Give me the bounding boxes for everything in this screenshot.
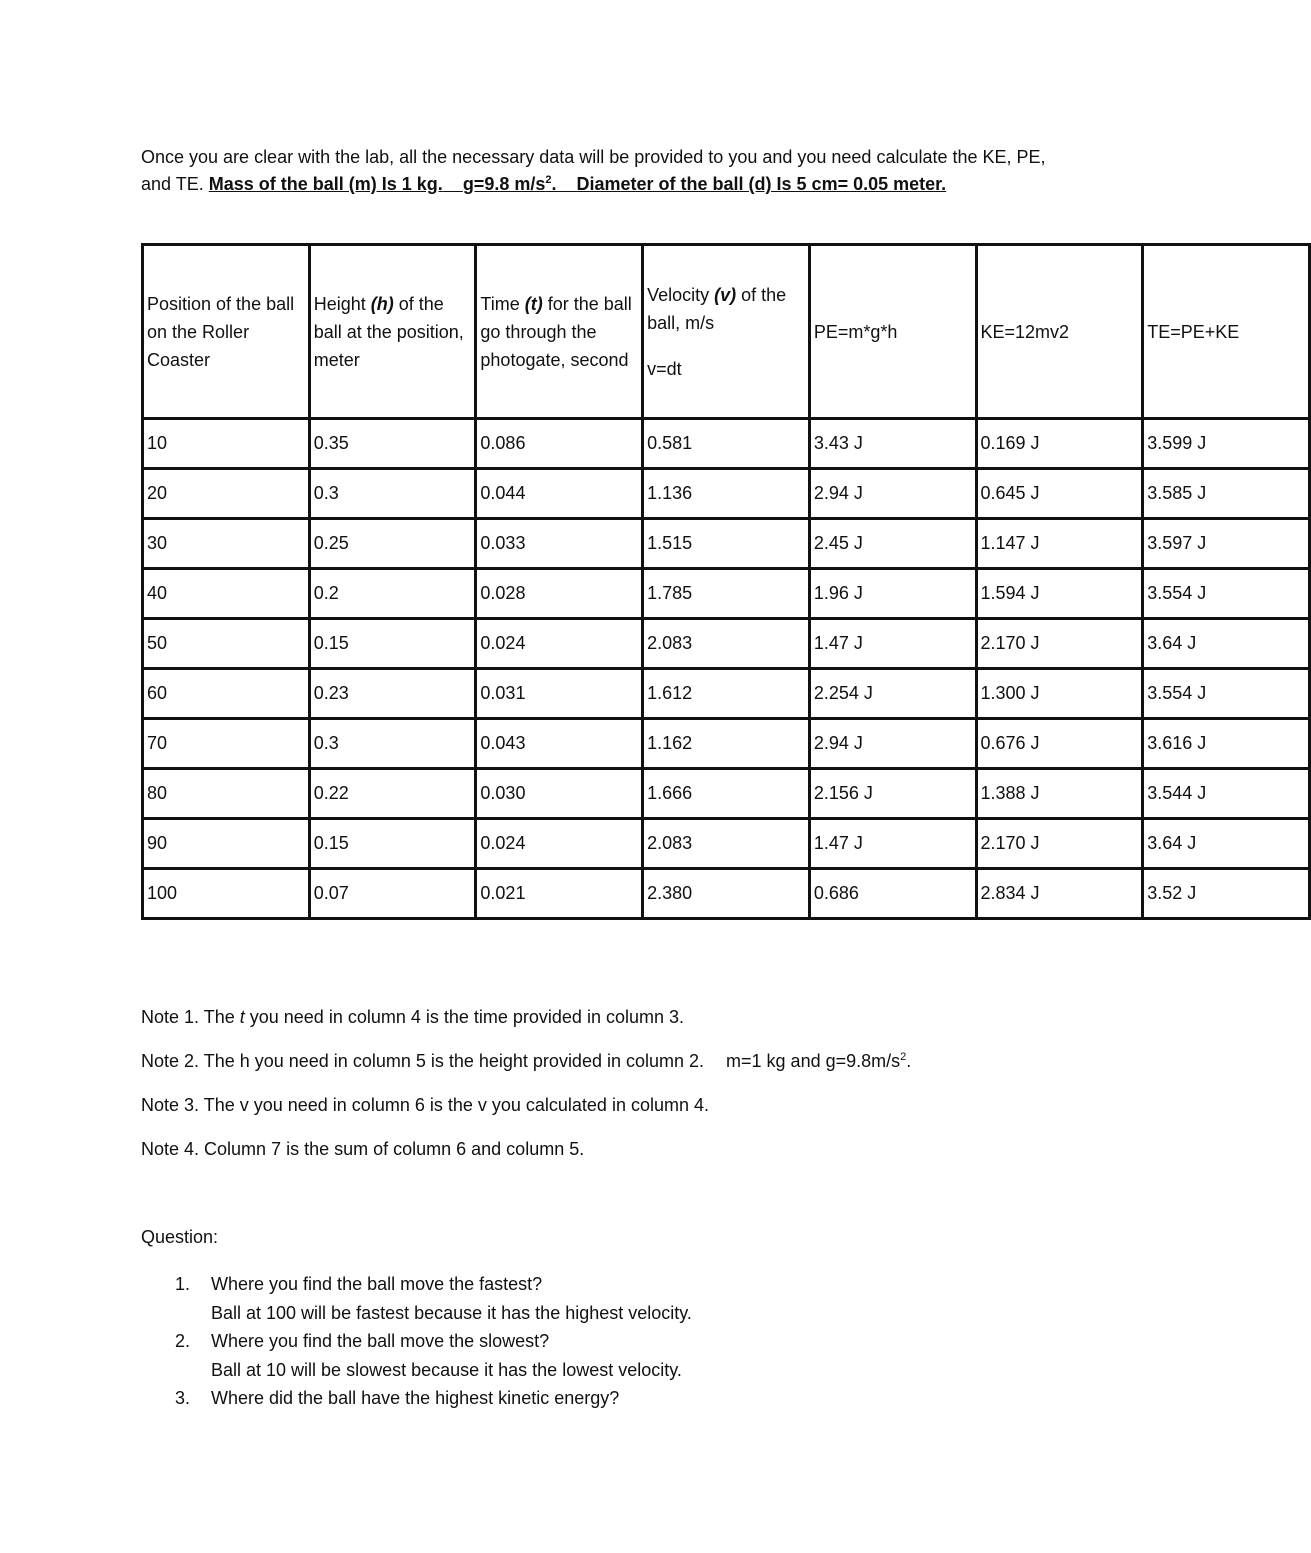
cell-position: 30 (143, 519, 310, 569)
cell-pe: 3.43 J (809, 419, 976, 469)
note-2: Note 2. The h you need in column 5 is the height provided in column 2. m=1 kg and $g=9.8m/s^2$. (141, 1051, 912, 1071)
header-te: TE=PE+KE (1143, 245, 1310, 419)
question-number: 3. (175, 1388, 191, 1408)
cell-velocity: 2.380 (643, 869, 810, 919)
cell-velocity: 1.162 (643, 719, 810, 769)
note-1: Note 1. The t you need in column 4 is the time provided in column 3. (141, 1007, 684, 1027)
cell-pe: 0.686 (809, 869, 976, 919)
cell-ke: 2.170 J (976, 619, 1143, 669)
cell-position: 80 (143, 769, 310, 819)
cell-te: 3.599 J (1143, 419, 1310, 469)
cell-te: 3.544 J (1143, 769, 1310, 819)
cell-position: 60 (143, 669, 310, 719)
cell-time: 0.028 (476, 569, 643, 619)
cell-time: 0.024 (476, 819, 643, 869)
cell-position: 70 (143, 719, 310, 769)
cell-height: 0.23 (309, 669, 476, 719)
cell-position: 90 (143, 819, 310, 869)
cell-height: 0.35 (309, 419, 476, 469)
cell-velocity: 1.136 (643, 469, 810, 519)
answer-text: Ball at 100 will be fastest because it has the highest velocity. (211, 1302, 692, 1323)
data-table (141, 243, 1311, 920)
cell-velocity: 2.083 (643, 619, 810, 669)
cell-velocity: 1.666 (643, 769, 810, 819)
cell-position: 50 (143, 619, 310, 669)
cell-pe: 2.156 J (809, 769, 976, 819)
question-label: Question: (141, 1227, 219, 1247)
cell-pe: 1.47 J (809, 819, 976, 869)
cell-height: 0.22 (309, 769, 476, 819)
cell-pe: 2.254 J (809, 669, 976, 719)
table-row (143, 869, 1310, 919)
cell-ke: 1.300 J (976, 669, 1143, 719)
header-velocity: Velocity (v) of the ball, m/s v=dt (643, 245, 810, 419)
header-position: Position of the ball on the Roller Coaster (143, 245, 310, 419)
cell-ke: 1.388 J (976, 769, 1143, 819)
cell-time: 0.031 (476, 669, 643, 719)
cell-ke: 0.676 J (976, 719, 1143, 769)
cell-height: 0.25 (309, 519, 476, 569)
diameter-statement: Diameter of the ball (d) Is 5 cm= 0.05 meter. (576, 174, 947, 194)
table-row (143, 469, 1310, 519)
cell-te: 3.554 J (1143, 569, 1310, 619)
question-item (175, 1384, 875, 1413)
cell-te: 3.64 J (1143, 819, 1310, 869)
question-text: Where you find the ball move the slowest? (211, 1331, 550, 1351)
table-row (143, 569, 1310, 619)
cell-te: 3.554 J (1143, 669, 1310, 719)
table-row (143, 419, 1310, 469)
intro-paragraph (141, 144, 1051, 198)
note-2-constants: m=1 kg and $g=9.8m/s^2$. (726, 1051, 912, 1071)
cell-time: 0.021 (476, 869, 643, 919)
cell-ke: 1.147 J (976, 519, 1143, 569)
cell-te: 3.616 J (1143, 719, 1310, 769)
note-4: Note 4. Column 7 is the sum of column 6 and column 5. (141, 1139, 585, 1159)
cell-height: 0.2 (309, 569, 476, 619)
question-list (175, 1270, 875, 1413)
cell-time: 0.030 (476, 769, 643, 819)
cell-height: 0.15 (309, 819, 476, 869)
question-item (175, 1327, 875, 1384)
cell-velocity: 0.581 (643, 419, 810, 469)
cell-pe: 2.94 J (809, 719, 976, 769)
cell-time: 0.024 (476, 619, 643, 669)
answer-text: Ball at 10 will be slowest because it has the lowest velocity. (211, 1359, 682, 1380)
cell-pe: 2.45 J (809, 519, 976, 569)
cell-ke: 0.169 J (976, 419, 1143, 469)
gravity-statement: g=9.8 $m/s^2$. (462, 174, 557, 194)
notes-section (141, 1005, 1101, 1181)
cell-position: 40 (143, 569, 310, 619)
velocity-formula: v=dt (647, 358, 682, 379)
table-row (143, 669, 1310, 719)
header-pe: PE=m*g*h (809, 245, 976, 419)
cell-velocity: 1.612 (643, 669, 810, 719)
question-item (175, 1270, 875, 1327)
cell-time: 0.043 (476, 719, 643, 769)
header-height: Height (h) of the ball at the position, meter (309, 245, 476, 419)
question-number: 2. (175, 1331, 191, 1351)
cell-time: 0.044 (476, 469, 643, 519)
cell-position: 20 (143, 469, 310, 519)
cell-position: 100 (143, 869, 310, 919)
cell-ke: 2.834 J (976, 869, 1143, 919)
cell-height: 0.07 (309, 869, 476, 919)
cell-pe: 2.94 J (809, 469, 976, 519)
cell-te: 3.52 J (1143, 869, 1310, 919)
cell-te: 3.585 J (1143, 469, 1310, 519)
question-text: Where you find the ball move the fastest? (211, 1274, 543, 1294)
table-header-row (143, 245, 1310, 419)
table-row (143, 769, 1310, 819)
cell-time: 0.086 (476, 419, 643, 469)
cell-pe: 1.96 J (809, 569, 976, 619)
cell-height: 0.3 (309, 469, 476, 519)
intro-text: Once you are clear with the lab, all the necessary data will be provided to you and you need calculate the KE, PE, and TE. (141, 147, 1046, 194)
cell-velocity: 1.515 (643, 519, 810, 569)
cell-te: 3.64 J (1143, 619, 1310, 669)
cell-ke: 2.170 J (976, 819, 1143, 869)
cell-velocity: 1.785 (643, 569, 810, 619)
table-row (143, 619, 1310, 669)
cell-height: 0.3 (309, 719, 476, 769)
header-time: Time (t) for the ball go through the photogate, second (476, 245, 643, 419)
cell-velocity: 2.083 (643, 819, 810, 869)
question-text: Where did the ball have the highest kinetic energy? (211, 1388, 620, 1408)
cell-position: 10 (143, 419, 310, 469)
cell-ke: 1.594 J (976, 569, 1143, 619)
note-3: Note 3. The v you need in column 6 is the v you calculated in column 4. (141, 1095, 709, 1115)
cell-ke: 0.645 J (976, 469, 1143, 519)
table-row (143, 819, 1310, 869)
cell-time: 0.033 (476, 519, 643, 569)
table-row (143, 719, 1310, 769)
table-row (143, 519, 1310, 569)
header-ke: KE=12mv2 (976, 245, 1143, 419)
question-number: 1. (175, 1274, 191, 1294)
cell-pe: 1.47 J (809, 619, 976, 669)
cell-height: 0.15 (309, 619, 476, 669)
mass-statement: Mass of the ball (m) Is 1 kg. (208, 174, 443, 194)
cell-te: 3.597 J (1143, 519, 1310, 569)
